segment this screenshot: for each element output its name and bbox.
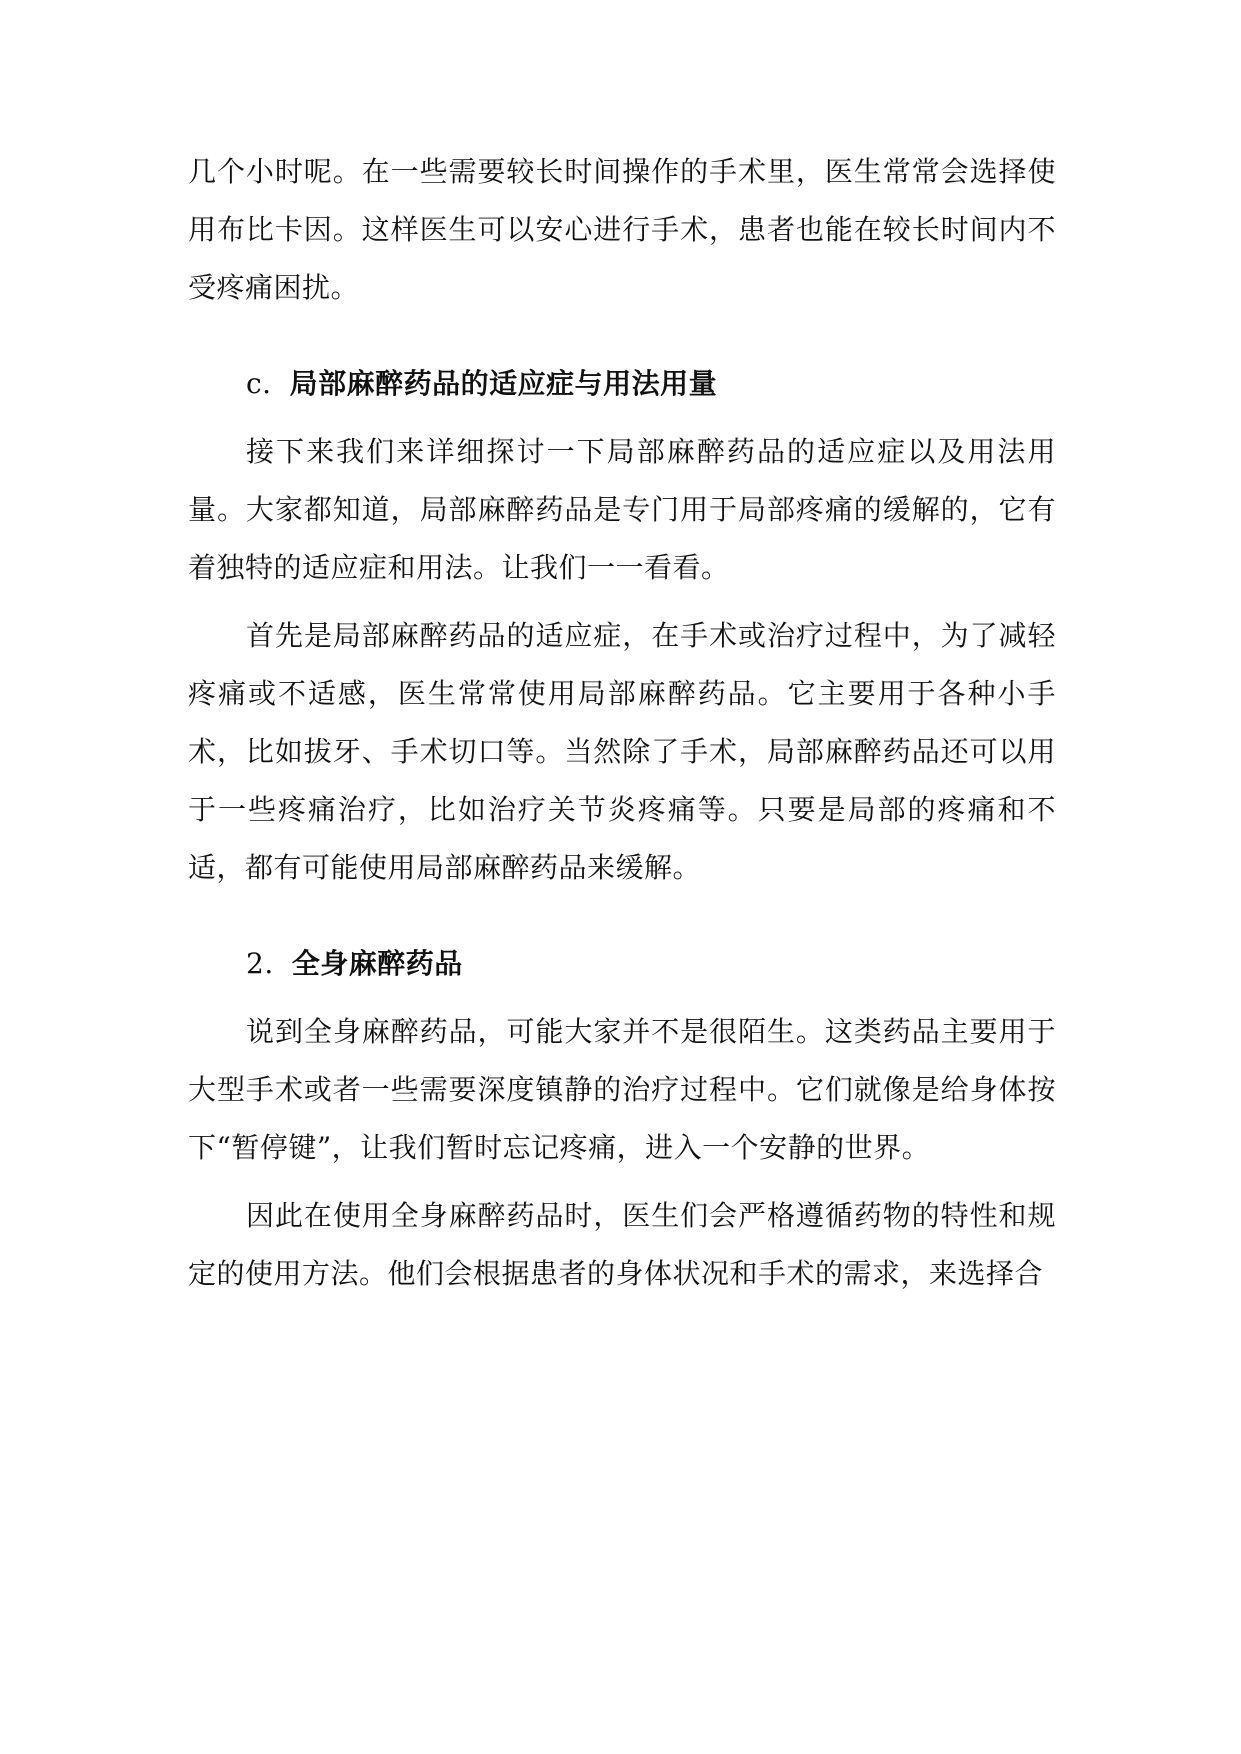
section-heading-general-anesthetics <box>188 935 1056 993</box>
paragraph-local-anesthetic-intro: 接下来我们来详细探讨一下局部麻醉药品的适应症以及用法用量。大家都知道，局部麻醉药品是专门用于局部疼痛的缓解的，它有着独特的适应症和用法。让我们一一看看。 <box>188 435 1056 584</box>
paragraph-local-anesthetic-indications: 首先是局部麻醉药品的适应症，在手术或治疗过程中，为了减轻疼痛或不适感，医生常常使用局部麻醉药品。它主要用于各种小手术，比如拔牙、手术切口等。当然除了手术，局部麻醉药品还可以用于一些疼痛治疗，比如治疗关节炎疼痛等。只要是局部的疼痛和不适，都有可能使用局部麻醉药品来缓解。 <box>188 619 1056 884</box>
section-heading-local-anesthetic-indications <box>188 355 1056 413</box>
paragraph-general-anesthetic-intro: 说到全身麻醉药品，可能大家并不是很陌生。这类药品主要用于大型手术或者一些需要深度镇静的治疗过程中。它们就像是给身体按下“暂停键”，让我们暂时忘记疼痛，进入一个安静的世界。 <box>188 1015 1056 1164</box>
paragraph-bupivacaine-continued: 几个小时呢。在一些需要较长时间操作的手术里，医生常常会选择使用布比卡因。这样医生可以安心进行手术，患者也能在较长时间内不受疼痛困扰。 <box>188 155 1056 304</box>
paragraph-general-anesthetic-usage: 因此在使用全身麻醉药品时，医生们会严格遵循药物的特性和规定的使用方法。他们会根据患者的身体状况和手术的需求，来选择合 <box>188 1199 1056 1290</box>
document-body <box>188 143 1056 1303</box>
section-heading-title: 全身麻醉药品 <box>291 947 463 980</box>
section-heading-number: 2. <box>246 947 274 980</box>
section-heading-number: c. <box>246 367 272 400</box>
section-heading-title: 局部麻醉药品的适应症与用法用量 <box>289 367 718 400</box>
